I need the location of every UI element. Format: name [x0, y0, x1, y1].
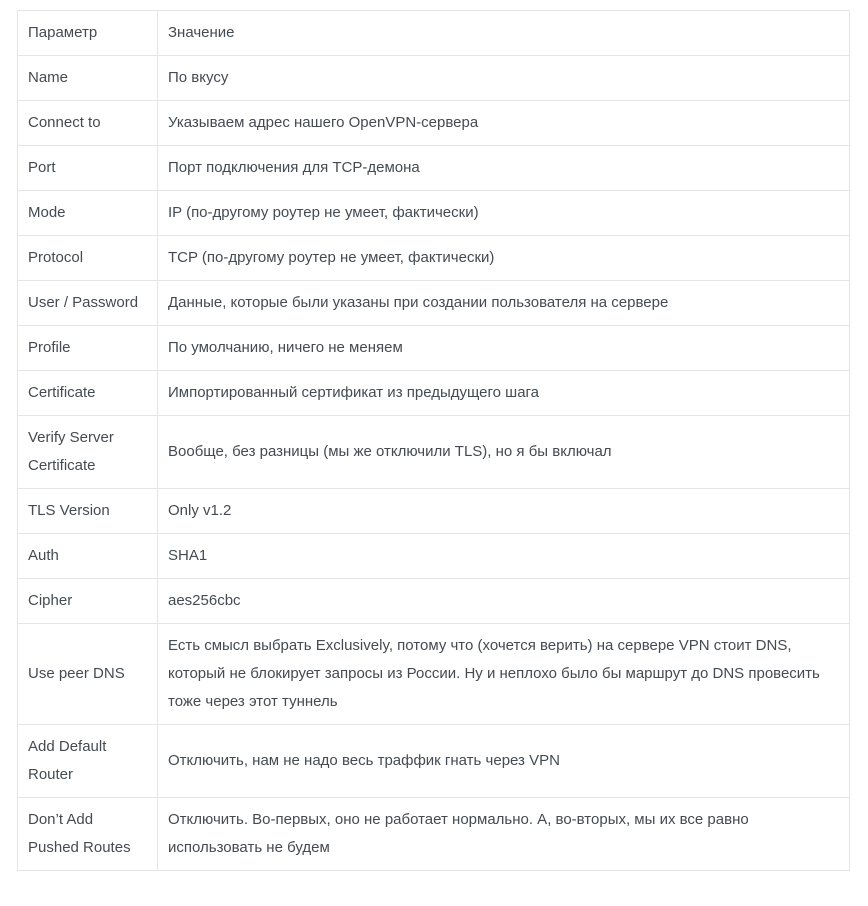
row-value: Порт подключения для TCP-демона — [158, 146, 850, 191]
table-row — [18, 101, 850, 146]
row-key: Auth — [18, 534, 158, 579]
table-row — [18, 579, 850, 624]
row-key: Port — [18, 146, 158, 191]
table-header-row — [18, 11, 850, 56]
row-value: По умолчанию, ничего не меняем — [158, 326, 850, 371]
table-row — [18, 798, 850, 871]
table-row — [18, 371, 850, 416]
row-value: Вообще, без разницы (мы же отключили TLS), но я бы включал — [158, 416, 850, 489]
table-row — [18, 534, 850, 579]
row-value: Импортированный сертификат из предыдущего шага — [158, 371, 850, 416]
table-row — [18, 416, 850, 489]
row-key: Cipher — [18, 579, 158, 624]
row-value: TCP (по-другому роутер не умеет, фактически) — [158, 236, 850, 281]
parameters-table — [17, 10, 850, 871]
row-key: Protocol — [18, 236, 158, 281]
row-key: Don’t Add Pushed Routes — [18, 798, 158, 871]
table-row — [18, 146, 850, 191]
row-key: Use peer DNS — [18, 624, 158, 725]
row-key: Connect to — [18, 101, 158, 146]
table-row — [18, 191, 850, 236]
table-row — [18, 489, 850, 534]
row-key: Profile — [18, 326, 158, 371]
row-key: Name — [18, 56, 158, 101]
row-value: Отключить. Во-первых, оно не работает нормально. А, во-вторых, мы их все равно использовать не будем — [158, 798, 850, 871]
row-value: IP (по-другому роутер не умеет, фактически) — [158, 191, 850, 236]
header-parameter: Параметр — [18, 11, 158, 56]
table-row — [18, 281, 850, 326]
table-row — [18, 624, 850, 725]
row-value: SHA1 — [158, 534, 850, 579]
row-value: Указываем адрес нашего OpenVPN-сервера — [158, 101, 850, 146]
row-key: Certificate — [18, 371, 158, 416]
row-value: Отключить, нам не надо весь траффик гнать через VPN — [158, 725, 850, 798]
row-key: User / Password — [18, 281, 158, 326]
table-row — [18, 56, 850, 101]
row-key: Add Default Router — [18, 725, 158, 798]
row-key: Verify Server Certificate — [18, 416, 158, 489]
row-key: Mode — [18, 191, 158, 236]
row-value: По вкусу — [158, 56, 850, 101]
table-row — [18, 326, 850, 371]
row-key: TLS Version — [18, 489, 158, 534]
header-value: Значение — [158, 11, 850, 56]
row-value: Есть смысл выбрать Exclusively, потому что (хочется верить) на сервере VPN стоит DNS, который не блокирует запросы из России. Ну и неплохо было бы маршрут до DNS провесить тоже через этот туннель — [158, 624, 850, 725]
table-row — [18, 725, 850, 798]
row-value: Данные, которые были указаны при создании пользователя на сервере — [158, 281, 850, 326]
row-value: Only v1.2 — [158, 489, 850, 534]
row-value: aes256cbc — [158, 579, 850, 624]
table-row — [18, 236, 850, 281]
